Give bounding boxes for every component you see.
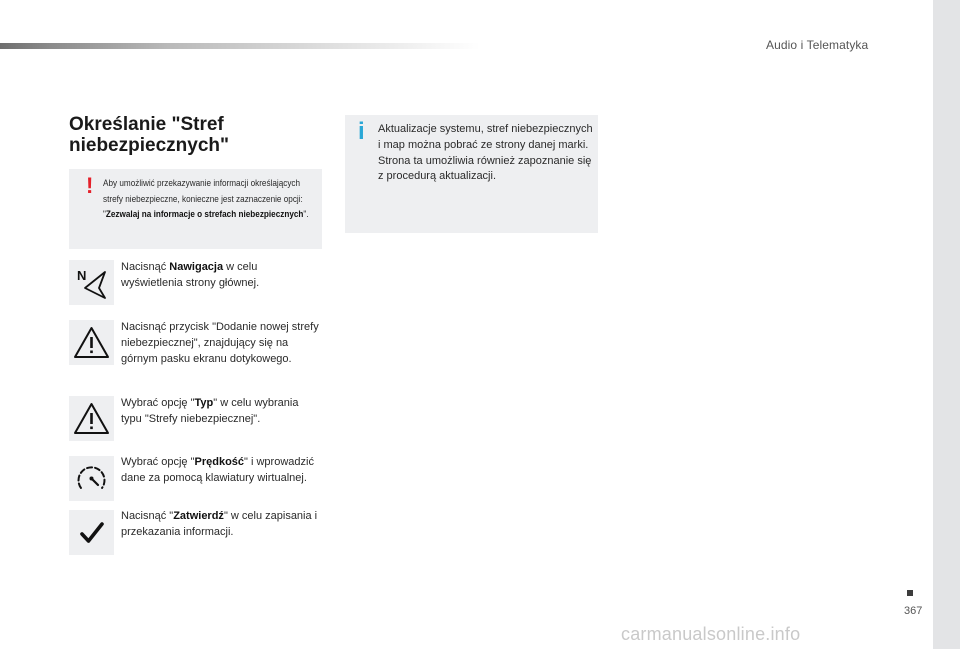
- info-notice: [345, 115, 598, 233]
- exclamation-icon: !: [86, 173, 94, 198]
- step-text: Nacisnąć "Zatwierdź" w celu zapisania i przekazania informacji.: [121, 510, 318, 538]
- speedometer-icon: [69, 456, 114, 501]
- page-edge-strip: [933, 0, 960, 649]
- page-number: 367: [904, 605, 923, 617]
- navigation-icon: [69, 260, 114, 305]
- page-marker: [907, 590, 913, 596]
- step-text: Wybrać opcję "Typ" w celu wybrania typu "Strefy niebezpiecznej".: [121, 397, 299, 425]
- step-text: Nacisnąć przycisk "Dodanie nowej strefy niebezpiecznej", znajdujący się na górnym pasku ekranu dotykowego.: [121, 321, 319, 365]
- page-title: Określanie "Stref niebezpiecznych": [69, 114, 229, 156]
- header-gradient-bar: [0, 43, 480, 49]
- info-text: Aktualizacje systemu, stref niebezpiecznych i map można pobrać ze strony danej marki. Strona ta umożliwia również zapoznanie się z procedurą aktualizacji.: [378, 123, 593, 183]
- warning-triangle-icon: [69, 396, 114, 441]
- step-text: Wybrać opcję "Prędkość" i wprowadzić dane za pomocą klawiatury wirtualnej.: [121, 456, 314, 484]
- section-header: Audio i Telematyka: [766, 38, 869, 52]
- warning-text: Aby umożliwić przekazywanie informacji określających strefy niebezpieczne, konieczne jest zaznaczenie opcji: "Zezwalaj na informacje o strefach niebezpiecznych".: [103, 178, 309, 220]
- warning-notice: [69, 169, 322, 249]
- info-icon: i: [358, 118, 365, 145]
- watermark: carmanualsonline.info: [621, 624, 801, 644]
- svg-text:N: N: [77, 268, 87, 283]
- checkmark-icon: [69, 510, 114, 555]
- warning-triangle-icon: [69, 320, 114, 365]
- step-text: Nacisnąć Nawigacja w celu wyświetlenia strony głównej.: [121, 261, 260, 289]
